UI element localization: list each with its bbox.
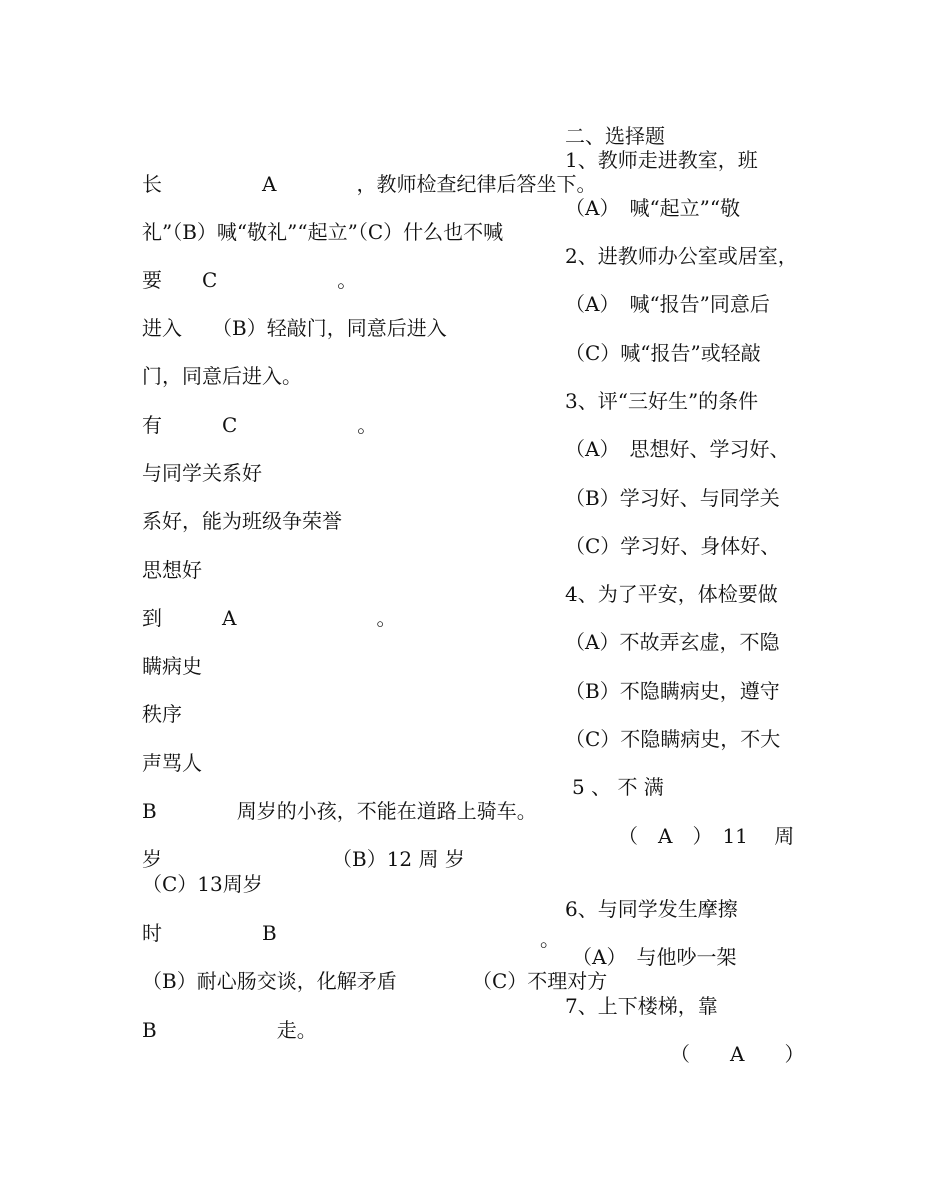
- left-line-5: 门，同意后进入。: [142, 364, 302, 388]
- right-line-17: 6、与同学发生摩擦: [565, 897, 738, 921]
- right-line-3: （A） 喊“起立”“敬: [565, 196, 741, 220]
- left-line-6: 有 C 。: [142, 413, 378, 437]
- left-line-1: 长 A ，教师检查纪律后答坐下。: [142, 172, 597, 196]
- right-line-15: 5 、 不 满: [572, 775, 664, 799]
- left-line-12: 秩序: [142, 702, 182, 726]
- left-line-16: （C）13周岁: [142, 872, 263, 896]
- left-line-21: B 走。: [142, 1018, 317, 1042]
- right-line-11: 4、为了平安，体检要做: [565, 582, 778, 606]
- left-line-18: 。: [540, 927, 560, 951]
- left-line-19: （B）耐心肠交谈，化解矛盾: [142, 969, 397, 993]
- right-line-19: 7、上下楼梯，靠: [565, 994, 718, 1018]
- right-line-5: （A） 喊“报告”同意后: [565, 292, 770, 316]
- right-line-9: （B）学习好、与同学关: [565, 486, 780, 510]
- right-line-4: 2、进教师办公室或居室，: [565, 244, 798, 268]
- left-line-10: 到 A 。: [142, 606, 397, 630]
- left-line-4: 进入 （B）轻敲门，同意后进入: [142, 316, 447, 340]
- left-line-2: 礼”（B）喊“敬礼”“起立”（C）什么也不喊: [142, 220, 504, 244]
- right-line-6: （C）喊“报告”或轻敲: [565, 341, 761, 365]
- right-line-13: （B）不隐瞒病史，遵守: [565, 679, 780, 703]
- left-line-11: 瞒病史: [142, 654, 202, 678]
- right-line-14: （C）不隐瞒病史，不大: [565, 727, 781, 751]
- left-line-7: 与同学关系好: [142, 461, 262, 485]
- left-line-17: 时 B: [142, 921, 277, 945]
- right-line-2: 1、教师走进教室，班: [565, 148, 758, 172]
- left-line-8: 系好，能为班级争荣誉: [142, 509, 342, 533]
- right-line-10: （C）学习好、身体好、: [565, 534, 781, 558]
- right-line-20: （ A ）: [670, 1042, 805, 1066]
- left-line-3: 要 C 。: [142, 268, 358, 292]
- right-line-8: （A） 思想好、学习好、: [565, 437, 790, 461]
- left-line-20: （C）不理对方: [472, 969, 608, 993]
- right-line-1: 二、选择题: [565, 124, 665, 148]
- left-line-15: 岁 （B）12 周 岁: [142, 847, 465, 871]
- right-line-16: （ A ） 11 周: [618, 824, 795, 848]
- right-line-7: 3、评“三好生”的条件: [565, 389, 759, 413]
- right-line-12: （A）不故弄玄虚，不隐: [565, 630, 780, 654]
- right-line-18: （A） 与他吵一架: [572, 945, 737, 969]
- left-line-9: 思想好: [142, 558, 202, 582]
- left-line-13: 声骂人: [142, 751, 202, 775]
- left-line-14: B 周岁的小孩，不能在道路上骑车。: [142, 799, 537, 823]
